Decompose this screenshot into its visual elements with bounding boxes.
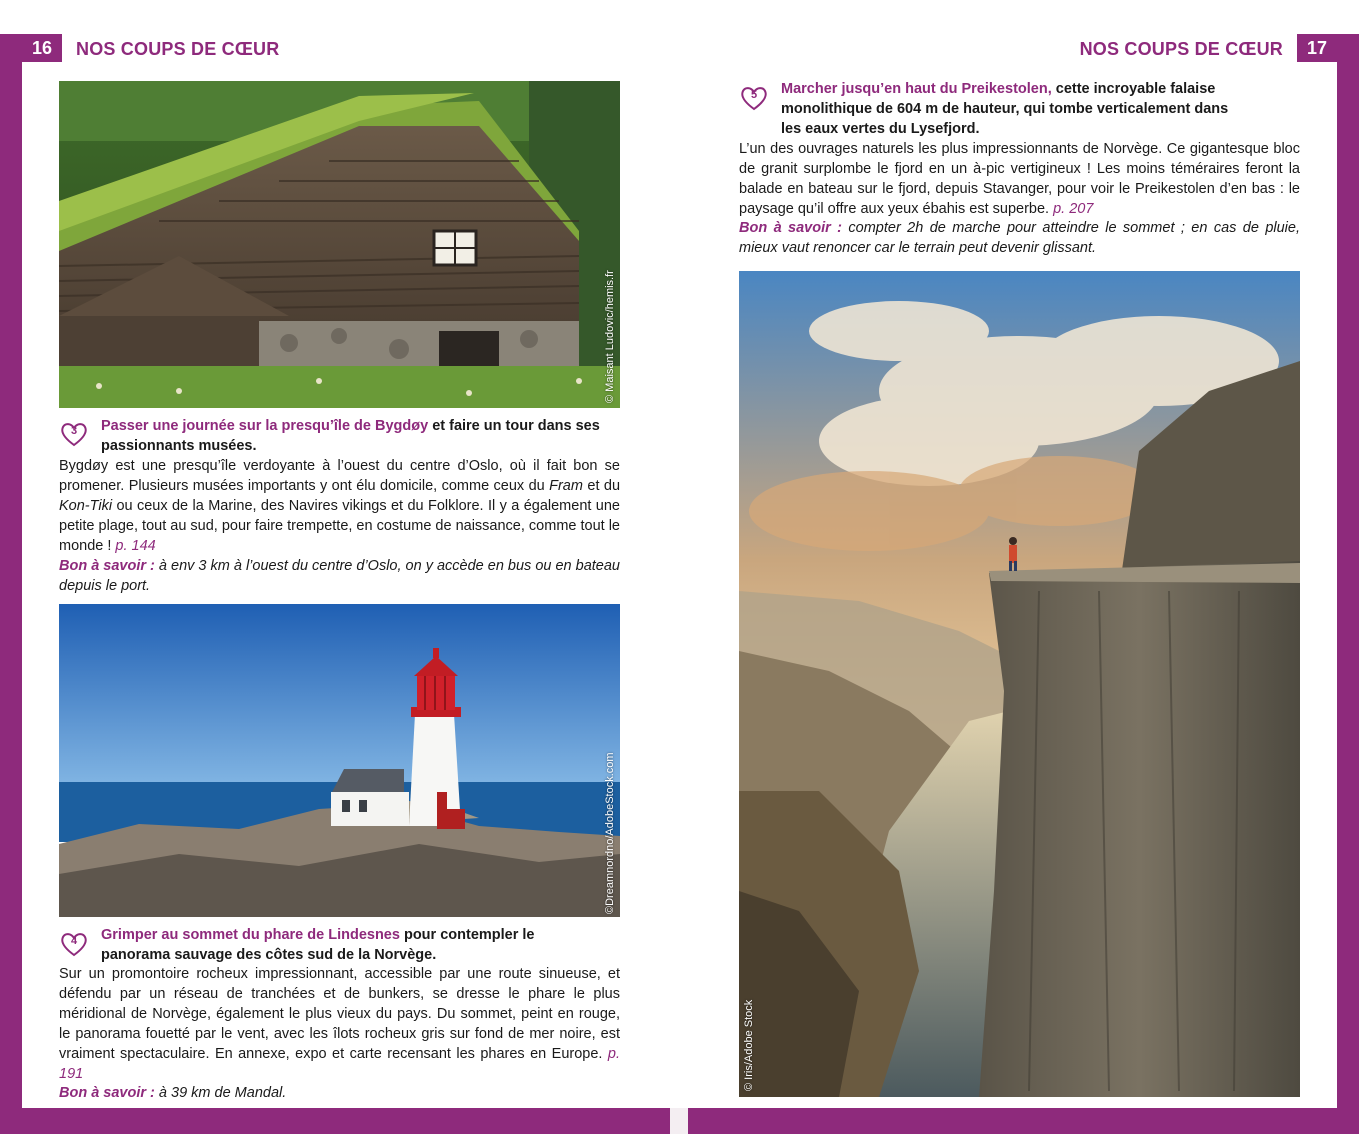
tip-label: Bon à savoir : bbox=[59, 1085, 155, 1101]
item3-body bbox=[59, 456, 620, 556]
item4-body bbox=[59, 964, 620, 1084]
item-number: 4 bbox=[70, 935, 78, 947]
page-reference: p. 207 bbox=[1053, 201, 1094, 217]
item3-heading bbox=[101, 416, 620, 456]
item3-tip bbox=[59, 556, 620, 596]
cabin-photo bbox=[59, 81, 620, 408]
bottom-gutter bbox=[670, 1108, 688, 1134]
item4-tip bbox=[59, 1083, 620, 1103]
photo-credit: © Iris/Adobe Stock bbox=[743, 999, 755, 1091]
tip-text: à env 3 km à l’ouest du centre d’Oslo, on y accède en bus ou en bateau depuis le port. bbox=[59, 558, 620, 594]
item3-body-text-3: ou ceux de la Marine, des Navires vikings et du Folklore. Il y a également une petite plage, tout au sud, pour faire trempette, en costume de naissance, comme tout le monde ! bbox=[59, 498, 620, 554]
item5-title-rest: cette incroyable falaise monolithique de 604 m de hauteur, qui tombe verticalement dans les eaux vertes du Lysefjord. bbox=[781, 81, 1229, 137]
item4-body-text: Sur un promontoire rocheux impressionnant, accessible par une route sinueuse, et défendu par un réseau de tranchées et de bunkers, se dresse le phare le plus méridional de Norvège, également le plus vieux du pays. Du sommet, peint en rouge, le panorama fouetté par le vent, avec les îlots rocheux gris sur fond de mer noire, est vraiment spectaculaire. En annexe, expo et carte recensant les phares en Europe. bbox=[59, 966, 620, 1062]
item5-body bbox=[739, 139, 1300, 219]
page-reference: p. 144 bbox=[115, 538, 156, 554]
item3-body-kontiki: Kon-Tiki bbox=[59, 498, 113, 514]
preikestolen-photo bbox=[739, 271, 1300, 1097]
right-edge-band bbox=[1337, 34, 1359, 1134]
item3-body-fram: Fram bbox=[549, 478, 583, 494]
page-number-left: 16 bbox=[22, 34, 62, 62]
item-number: 5 bbox=[750, 89, 758, 101]
item5-tip bbox=[739, 218, 1300, 258]
photo-credit: ©Dreamnordno/AdobeStock.com bbox=[604, 752, 616, 914]
tip-text: à 39 km de Mandal. bbox=[154, 1085, 287, 1101]
heart-number-badge bbox=[739, 83, 769, 113]
page-top-margin bbox=[0, 0, 1359, 34]
book-gutter bbox=[676, 34, 682, 1134]
item3-body-text: Bygdøy est une presqu’île verdoyante à l’ouest du centre d’Oslo, où il fait bon se promener. Plusieurs musées importants y ont élu domicile, comme ceux du bbox=[59, 458, 620, 494]
tip-text: compter 2h de marche pour atteindre le sommet ; en cas de pluie, mieux vaut renoncer car le terrain peut devenir glissant. bbox=[739, 220, 1300, 256]
heart-number-badge bbox=[59, 419, 89, 449]
photo-credit: © Maisant Ludovic/hemis.fr bbox=[604, 270, 616, 403]
tip-label: Bon à savoir : bbox=[739, 220, 842, 236]
running-head-right: NOS COUPS DE CŒUR bbox=[1079, 39, 1283, 59]
item3-title-rest: et faire un tour dans ses passionnants musées. bbox=[101, 418, 600, 454]
item-number: 3 bbox=[70, 425, 78, 437]
tip-label: Bon à savoir : bbox=[59, 558, 155, 574]
item5-heading bbox=[781, 79, 1251, 139]
lighthouse-photo bbox=[59, 604, 620, 917]
page-number-right: 17 bbox=[1297, 34, 1337, 62]
running-head-left: NOS COUPS DE CŒUR bbox=[76, 39, 280, 59]
item4-title-highlight: Grimper au sommet du phare de Lindesnes bbox=[101, 927, 400, 943]
left-edge-band bbox=[0, 34, 22, 1134]
page-reference: p. 191 bbox=[59, 1046, 620, 1082]
item5-body-text: L’un des ouvrages naturels les plus impressionnants de Norvège. Ce gigantesque bloc de granit surplombe le fjord en un à-pic vertigineux ! Les moins téméraires feront la balade en bateau sur le fjord, depuis Stavanger, pour voir le Preikestolen d’en bas : le paysage qu’il offre aux yeux ébahis est superbe. bbox=[739, 141, 1300, 217]
item5-title-highlight: Marcher jusqu’en haut du Preikestolen, bbox=[781, 81, 1052, 97]
item4-title-rest: pour contempler le panorama sauvage des côtes sud de la Norvège. bbox=[101, 927, 535, 963]
item3-body-text-2: et du bbox=[582, 478, 621, 494]
item4-heading bbox=[101, 925, 561, 965]
item3-title-highlight: Passer une journée sur la presqu’île de Bygdøy bbox=[101, 418, 429, 434]
heart-number-badge bbox=[59, 929, 89, 959]
